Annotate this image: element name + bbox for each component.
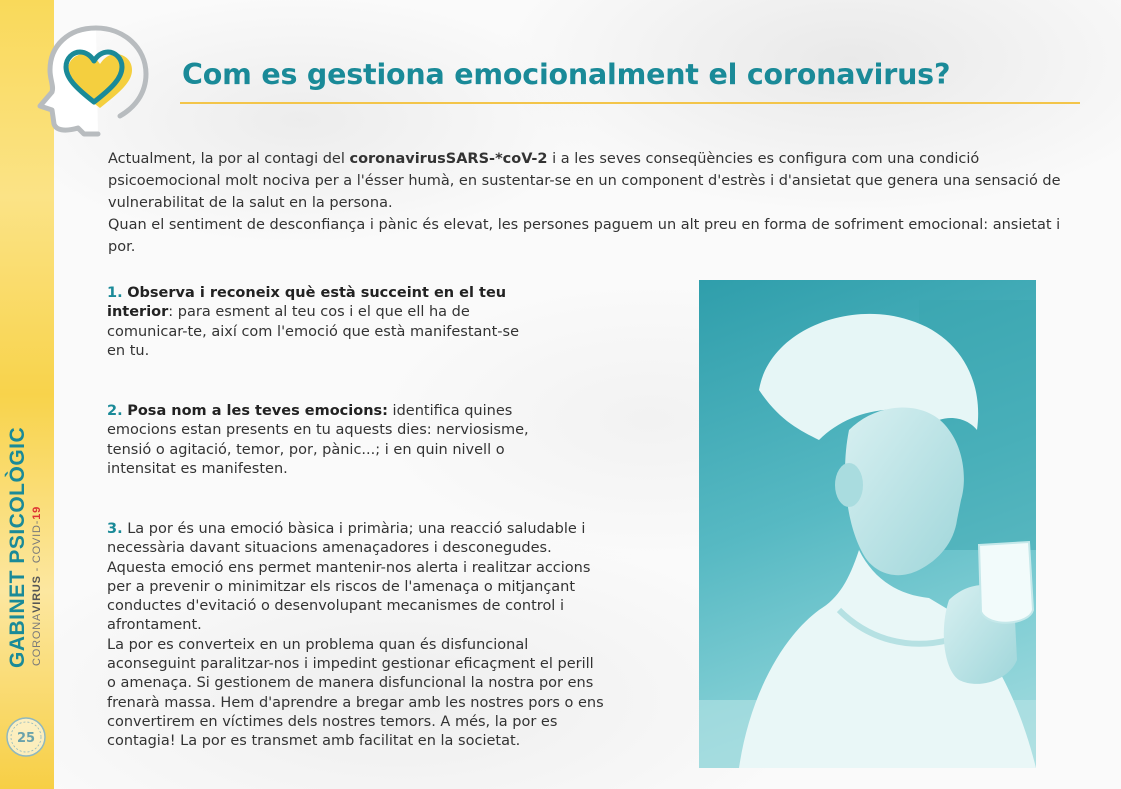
intro-bold-virus: coronavirusSARS-*coV-2 xyxy=(349,151,548,167)
intro-section xyxy=(108,148,1068,258)
item-number: 2. xyxy=(107,403,123,419)
woman-with-cup-photo xyxy=(699,280,1036,768)
badge-number: 25 xyxy=(16,731,36,746)
subtitle-19: 19 xyxy=(31,505,43,520)
anniversary-badge-icon xyxy=(5,716,47,758)
item-text: : para esment al teu cos i el que ell ha de comunicar-te, així com l'emoció que està manifestant-se en tu. xyxy=(107,304,519,359)
title-divider xyxy=(180,102,1080,104)
list-item-3 xyxy=(107,520,607,752)
item-heading: Observa i reconeix què està succeint en el teu interior xyxy=(107,285,507,321)
heart-head-icon xyxy=(28,20,158,140)
list-item-1 xyxy=(107,284,527,361)
intro-text-a: Actualment, la por al contagi del xyxy=(108,151,350,167)
item-text: identifica quines emocions estan presents en tu aquests dies: nerviosisme, tensió o agitació, temor, por, pànic...; i en quin nivell o intensitat es manifesten. xyxy=(107,403,529,477)
item-number: 1. xyxy=(107,285,123,301)
item-text-continued: La por es converteix en un problema quan és disfuncional aconseguint paralitzar-nos i impedint gestionar eficaçment el perill o amenaça. Si gestionem de manera disfuncional la nostra por ens frenarà massa. Hem d'aprendre a bregar amb les nostres pors o ens convertirem en víctimes dels nostres temors. A més, la por es contagia! La por es transmet amb facilitat en la societat. xyxy=(107,636,604,750)
sidebar-title: GABINET PSICOLÒGIC xyxy=(6,426,29,668)
intro-paragraph-2: Quan el sentiment de desconfiança i pànic és elevat, les persones paguem un alt preu en forma de sofriment emocional: ansietat i por. xyxy=(108,217,1061,255)
list-item-2 xyxy=(107,402,547,479)
sidebar-subtitle xyxy=(30,378,44,668)
sidebar-label xyxy=(6,378,44,668)
item-heading: Posa nom a les teves emocions: xyxy=(127,403,388,419)
photo-illustration xyxy=(699,280,1036,768)
intro-paragraph-1 xyxy=(108,148,1068,214)
subtitle-covid: - COVID- xyxy=(31,519,43,576)
page-title: Com es gestiona emocionalment el coronavirus? xyxy=(182,58,951,91)
intro-text-b: i a les seves conseqüències es configura com una condició psicoemocional molt nociva per a l'ésser humà, en sustentar-se en un component d'estrès i d'ansietat que genera una sensació de vulnerabilitat de la salut en la persona. xyxy=(108,151,1061,211)
subtitle-virus: VIRUS xyxy=(31,575,43,613)
item-text: La por és una emoció bàsica i primària; una reacció saludable i necessària davant situacions amenaçadores i desconegudes. Aquesta emoció ens permet mantenir-nos alerta i realitzar accions per a prevenir o minimitzar els riscos de l'amenaça o mitjançant conductes d'evitació o desenvolupant mecanismes de control i afrontament. xyxy=(107,521,591,634)
subtitle-corona: CORONA xyxy=(31,612,43,666)
item-number: 3. xyxy=(107,521,123,537)
